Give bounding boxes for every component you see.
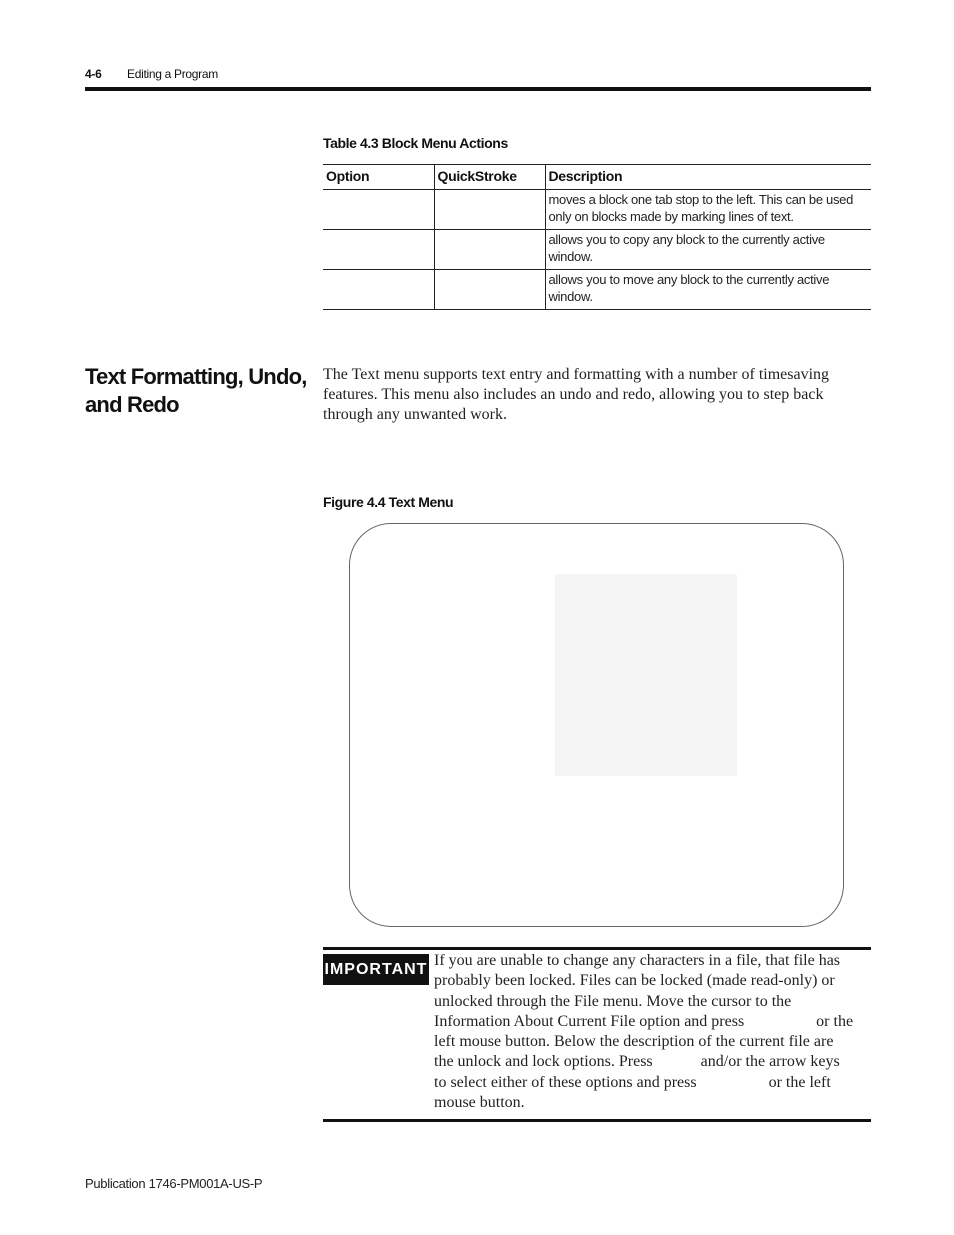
- table-row: [323, 230, 871, 270]
- table-row: [323, 270, 871, 310]
- important-bottom-rule: [323, 1119, 871, 1122]
- column-header-option: Option: [326, 168, 370, 184]
- important-text: If you are unable to change any characters in a file, that file has probably been locked. Files can be locked (made read-only) or unlocked through the File menu. Move the cursor to the Information About Current File option and press or the left mouse button. Below the description of the current file are the unlock and lock options. Press and/or the arrow keys to select either of these options and press or the left mouse button.: [434, 952, 858, 1112]
- publication-footer: Publication 1746-PM001A-US-P: [85, 1176, 263, 1191]
- column-header-quickstroke: QuickStroke: [434, 165, 545, 190]
- section-body: The Text menu supports text entry and formatting with a number of timesaving features. This menu also includes an undo and redo, allowing you to step back through any unwanted work.: [323, 366, 830, 423]
- figure-caption: Figure 4.4 Text Menu: [323, 494, 454, 510]
- cell-description: allows you to copy any block to the currently active window.: [545, 230, 871, 270]
- cell-quickstroke: [434, 230, 545, 270]
- section-heading: Text Formatting, Undo, and Redo: [85, 364, 307, 417]
- cell-option: [323, 270, 434, 310]
- block-menu-table: [323, 164, 871, 310]
- cell-quickstroke: [434, 270, 545, 310]
- text-menu-figure-image: [555, 574, 737, 776]
- cell-description: allows you to move any block to the currently active window.: [545, 270, 871, 310]
- table-caption: Table 4.3 Block Menu Actions: [323, 135, 508, 151]
- cell-option: [323, 230, 434, 270]
- important-badge: IMPORTANT: [323, 954, 429, 985]
- cell-option: [323, 190, 434, 230]
- important-top-rule: [323, 947, 871, 950]
- cell-quickstroke: [434, 190, 545, 230]
- page-number: 4-6: [85, 67, 102, 81]
- chapter-title: Editing a Program: [127, 67, 218, 81]
- cell-description: moves a block one tab stop to the left. This can be used only on blocks made by marking lines of text.: [545, 190, 871, 230]
- table-row: [323, 190, 871, 230]
- column-header-description: Description: [545, 165, 871, 190]
- table-header-row: [323, 165, 871, 190]
- header-rule: [85, 87, 871, 91]
